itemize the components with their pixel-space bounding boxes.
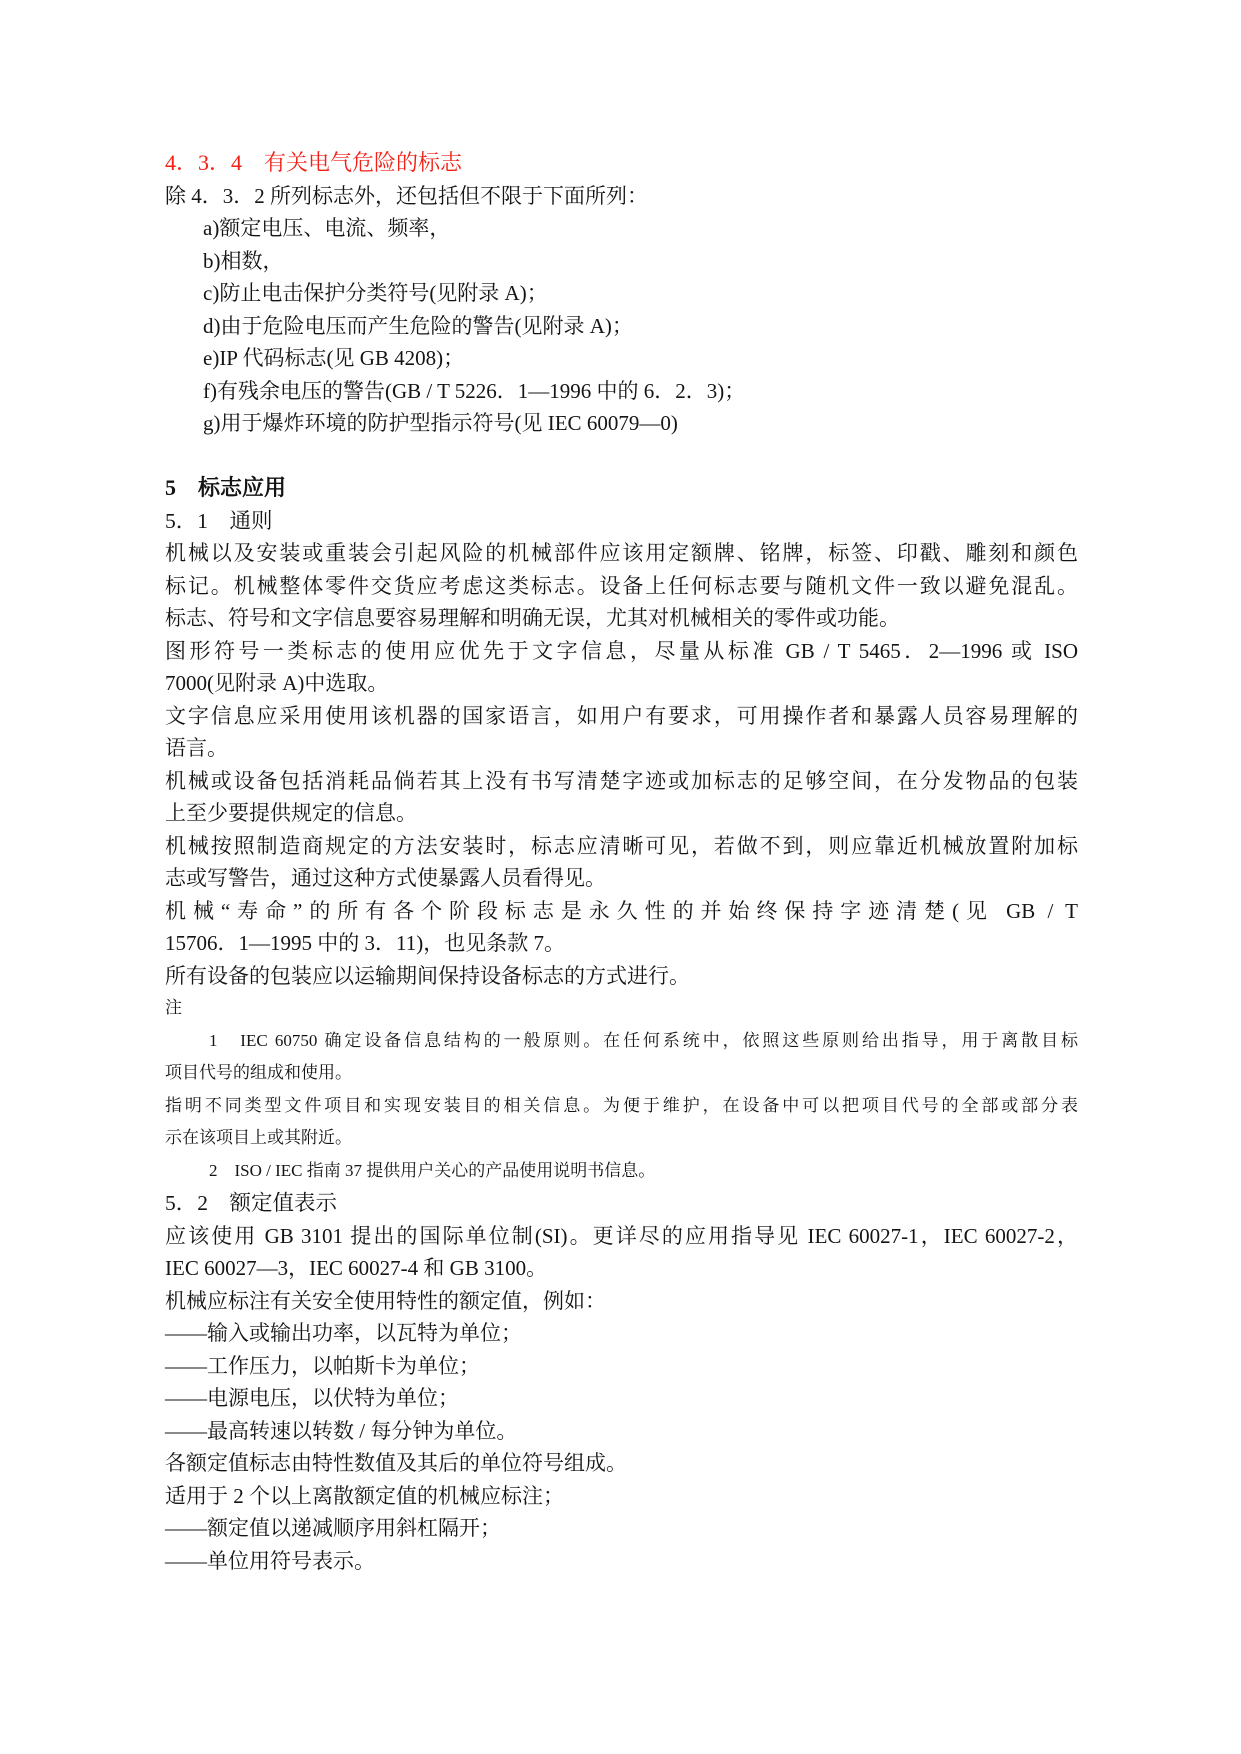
doc-line: 标志、符号和文字信息要容易理解和明确无误，尤其对机械相关的零件或功能。: [165, 606, 900, 630]
doc-line: 机械以及安装或重装会引起风险的机械部件应该用定额牌、铭牌，标签、印戳、雕刻和颜色: [165, 541, 1078, 565]
section-5-heading: 5 标志应用: [165, 475, 287, 500]
doc-line: 语言。: [165, 736, 228, 760]
doc-line: b)相数，: [203, 248, 284, 273]
doc-line: ——单位用符号表示。: [165, 1548, 375, 1573]
note-label: 注: [165, 998, 182, 1017]
doc-line: 项目代号的组成和使用。: [165, 1063, 352, 1082]
doc-line: 应该使用 GB 3101 提出的国际单位制(SI)。更详尽的应用指导见 IEC 60027-1，IEC 60027-2，: [165, 1223, 1078, 1248]
doc-line: 文字信息应采用使用该机器的国家语言，如用户有要求，可用操作者和暴露人员容易理解的: [165, 703, 1078, 728]
doc-line: 机械按照制造商规定的方法安装时，标志应清晰可见，若做不到，则应靠近机械放置附加标: [165, 833, 1078, 858]
doc-line: ——工作压力，以帕斯卡为单位；: [165, 1353, 480, 1378]
doc-line: 指明不同类型文件项目和实现安装目的相关信息。为便于维护，在设备中可以把项目代号的全部或部分表: [165, 1095, 1078, 1115]
doc-line: 适用于 2 个以上离散额定值的机械应标注；: [165, 1483, 564, 1508]
doc-line: IEC 60027—3，IEC 60027-4 和 GB 3100。: [165, 1256, 548, 1280]
doc-line: ——电源电压，以伏特为单位；: [165, 1386, 459, 1410]
doc-line: 示在该项目上或其附近。: [165, 1128, 352, 1147]
doc-line: 各额定值标志由特性数值及其后的单位符号组成。: [165, 1451, 627, 1475]
section-4-3-4-heading: 4．3．4 有关电气危险的标志: [165, 150, 463, 175]
doc-line: 标记。机械整体零件交货应考虑这类标志。设备上任何标志要与随机文件一致以避免混乱。: [165, 573, 1078, 598]
doc-line: c)防止电击保护分类符号(见附录 A)；: [203, 281, 548, 305]
doc-line: 上至少要提供规定的信息。: [165, 801, 417, 825]
doc-line: a)额定电压、电流、频率，: [203, 216, 451, 240]
spacer: [165, 440, 1078, 473]
section-5-2-heading: 5．2 额定值表示: [165, 1191, 338, 1215]
doc-line: ——额定值以递减顺序用斜杠隔开；: [165, 1516, 501, 1540]
section-5-1-heading: 5．1 通则: [165, 508, 273, 533]
doc-line: 1 IEC 60750 确定设备信息结构的一般原则。在任何系统中，依照这些原则给出指导，用于离散目标: [209, 1030, 1078, 1050]
doc-line: 除 4．3．2 所列标志外，还包括但不限于下面所列：: [165, 183, 648, 208]
doc-line: ——最高转速以转数 / 每分钟为单位。: [165, 1418, 518, 1443]
doc-line: 志或写警告，通过这种方式使暴露人员看得见。: [165, 866, 606, 890]
doc-line: 7000(见附录 A)中选取。: [165, 671, 389, 695]
doc-line: 15706．1—1995 中的 3．11)，也见条款 7。: [165, 931, 565, 955]
doc-line: g)用于爆炸环境的防护型指示符号(见 IEC 60079—0): [203, 411, 678, 435]
doc-line: 图形符号一类标志的使用应优先于文字信息，尽量从标准 GB / T 5465．2—1996 或 ISO: [165, 638, 1078, 663]
document-body: [165, 147, 1078, 1577]
doc-line: 机械或设备包括消耗品倘若其上没有书写清楚字迹或加标志的足够空间，在分发物品的包装: [165, 768, 1078, 793]
doc-line: ——输入或输出功率，以瓦特为单位；: [165, 1321, 522, 1345]
doc-line: 所有设备的包装应以运输期间保持设备标志的方式进行。: [165, 963, 690, 988]
doc-line: 2 ISO / IEC 指南 37 提供用户关心的产品使用说明书信息。: [209, 1160, 656, 1180]
doc-line: 机械应标注有关安全使用特性的额定值，例如：: [165, 1288, 606, 1313]
doc-line: d)由于危险电压而产生危险的警告(见附录 A)；: [203, 313, 633, 338]
doc-line: f)有残余电压的警告(GB / T 5226．1—1996 中的 6．2．3)；: [203, 378, 746, 403]
doc-line: e)IP 代码标志(见 GB 4208)；: [203, 346, 465, 370]
doc-line: 机械“寿命”的所有各个阶段标志是永久性的并始终保持字迹清楚(见 GB / T: [165, 898, 1078, 923]
